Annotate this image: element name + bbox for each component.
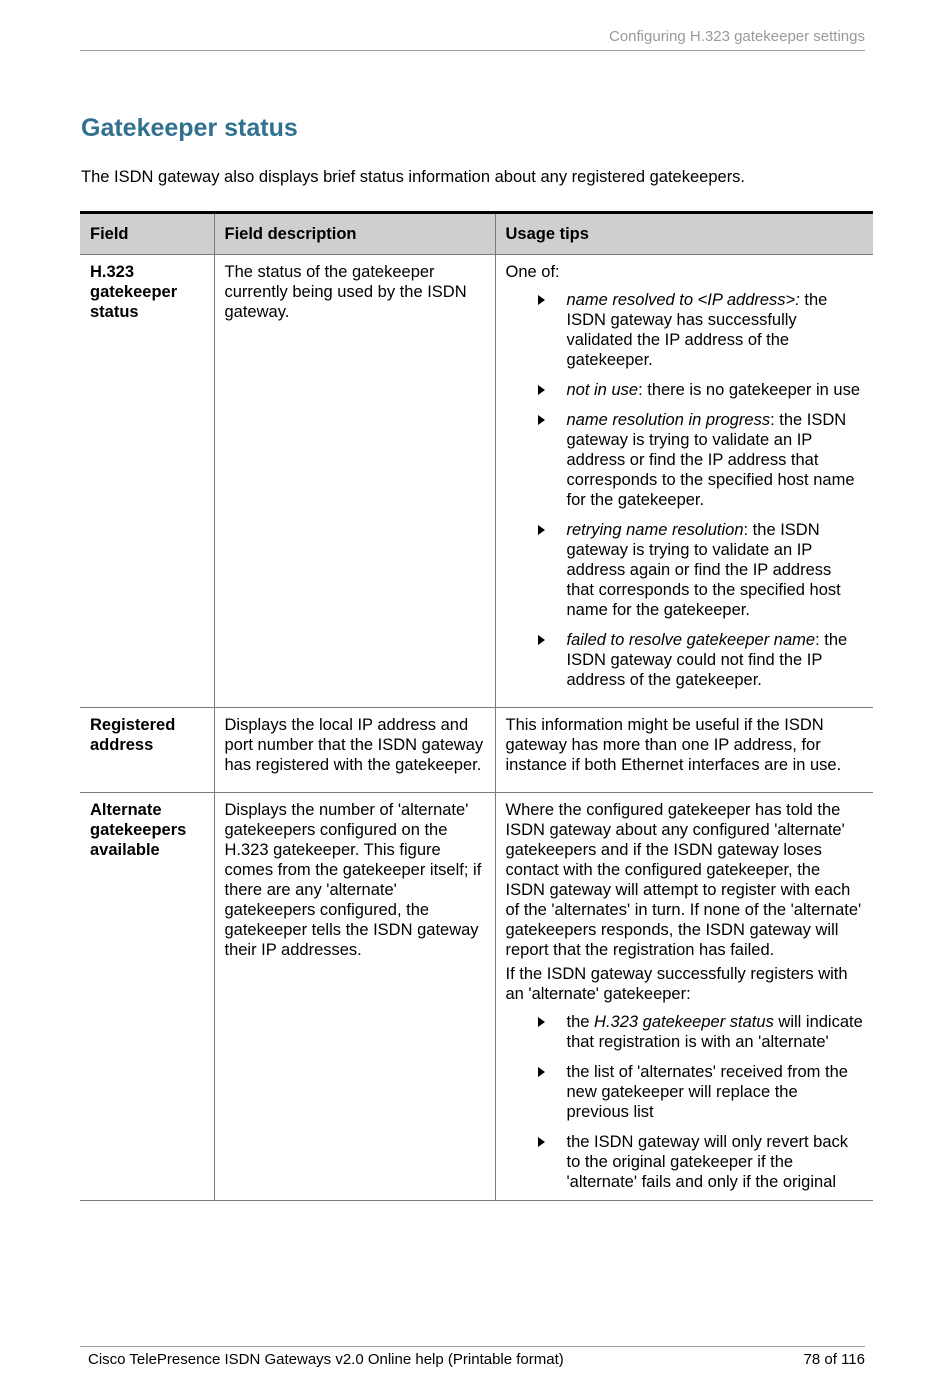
- bullet-text: will indicate that registration is with an 'alternate': [566, 1013, 863, 1051]
- bullet-arrow-icon: [538, 385, 545, 395]
- status-values-list: [506, 290, 864, 690]
- field-description: Displays the local IP address and port number that the ISDN gateway has registered with the gatekeeper.: [214, 708, 495, 793]
- status-term: H.323 gatekeeper status: [594, 1013, 774, 1031]
- usage-tips: [495, 793, 873, 1201]
- footer-page-number: 78 of 116: [803, 1351, 865, 1368]
- status-term: retrying name resolution: [566, 521, 744, 539]
- list-item: [567, 380, 864, 400]
- tips-paragraph: If the ISDN gateway successfully registers with an 'alternate' gatekeeper:: [505, 965, 848, 1003]
- table-row: [80, 793, 873, 1201]
- bullet-arrow-icon: [538, 525, 545, 535]
- bullet-text: the list of 'alternates' received from the new gatekeeper will replace the previous list: [566, 1063, 848, 1121]
- status-explanation: : there is no gatekeeper in use: [638, 381, 861, 399]
- bullet-text: the: [566, 1013, 595, 1031]
- table-header-row: [80, 213, 873, 255]
- field-description: Displays the number of 'alternate' gatekeepers configured on the H.323 gatekeeper. This figure comes from the gatekeeper itself; if there are any 'alternate' gatekeepers configured, the gatekeeper tells the ISDN gateway their IP addresses.: [214, 793, 495, 1201]
- list-item: [567, 1012, 864, 1052]
- bullet-arrow-icon: [538, 415, 545, 425]
- usage-tips: [495, 255, 873, 708]
- intro-paragraph: The ISDN gateway also displays brief status information about any registered gatekeepers.: [81, 168, 746, 186]
- field-description: The status of the gatekeeper currently being used by the ISDN gateway.: [214, 255, 495, 708]
- status-explanation: : the ISDN gateway could not find the IP address of the gatekeeper.: [566, 631, 848, 689]
- bullet-arrow-icon: [538, 1017, 545, 1027]
- status-explanation: : the ISDN gateway is trying to validate an IP address again or find the IP address that corresponds to the specified host name for the gatekeeper.: [566, 521, 841, 619]
- list-item: [567, 1062, 864, 1122]
- bullet-text: the ISDN gateway will only revert back to the original gatekeeper if the 'alternate' fails and only if the original: [566, 1133, 849, 1191]
- section-title: Gatekeeper status: [81, 114, 298, 142]
- page-footer: [80, 1346, 865, 1368]
- bullet-arrow-icon: [538, 295, 545, 305]
- column-header-field: Field: [80, 213, 214, 255]
- field-name: Registered address: [80, 708, 214, 793]
- status-explanation: : the ISDN gateway is trying to validate an IP address or find the IP address that corresponds to the specified host name for the gatekeeper.: [566, 411, 855, 509]
- running-header: Configuring H.323 gatekeeper settings: [80, 28, 865, 51]
- field-name: Alternate gatekeepers available: [80, 793, 214, 1201]
- alternate-behaviour-list: [506, 1012, 864, 1192]
- footer-doc-title: Cisco TelePresence ISDN Gateways v2.0 Online help (Printable format): [88, 1351, 564, 1368]
- bullet-arrow-icon: [538, 635, 545, 645]
- bullet-arrow-icon: [538, 1067, 545, 1077]
- field-name: H.323 gatekeeper status: [80, 255, 214, 708]
- gatekeeper-status-table: [80, 211, 873, 1201]
- list-item: [567, 410, 864, 510]
- table-row: [80, 255, 873, 708]
- status-term: name resolved to <IP address>:: [566, 291, 800, 309]
- bullet-arrow-icon: [538, 1137, 545, 1147]
- column-header-usage-tips: Usage tips: [495, 213, 873, 255]
- list-item: [567, 290, 864, 370]
- status-term: failed to resolve gatekeeper name: [566, 631, 816, 649]
- status-term: name resolution in progress: [566, 411, 771, 429]
- tips-paragraph: Where the configured gatekeeper has told the ISDN gateway about any configured 'alternate' gatekeepers and if the ISDN gateway loses contact with the configured gatekeeper, the ISDN gateway will attempt to register with each of the 'alternates' in turn. If none of the 'alternate' gatekeepers responds, the ISDN gateway will report that the registration has failed.: [505, 801, 862, 959]
- status-term: not in use: [566, 381, 639, 399]
- tips-intro: One of:: [505, 263, 560, 281]
- column-header-field-description: Field description: [214, 213, 495, 255]
- status-explanation: the ISDN gateway has successfully validated the IP address of the gatekeeper.: [566, 291, 828, 369]
- usage-tips: This information might be useful if the ISDN gateway has more than one IP address, for instance if both Ethernet interfaces are in use.: [495, 708, 873, 793]
- list-item: [567, 630, 864, 690]
- table-row: [80, 708, 873, 793]
- list-item: [567, 520, 864, 620]
- list-item: [567, 1132, 864, 1192]
